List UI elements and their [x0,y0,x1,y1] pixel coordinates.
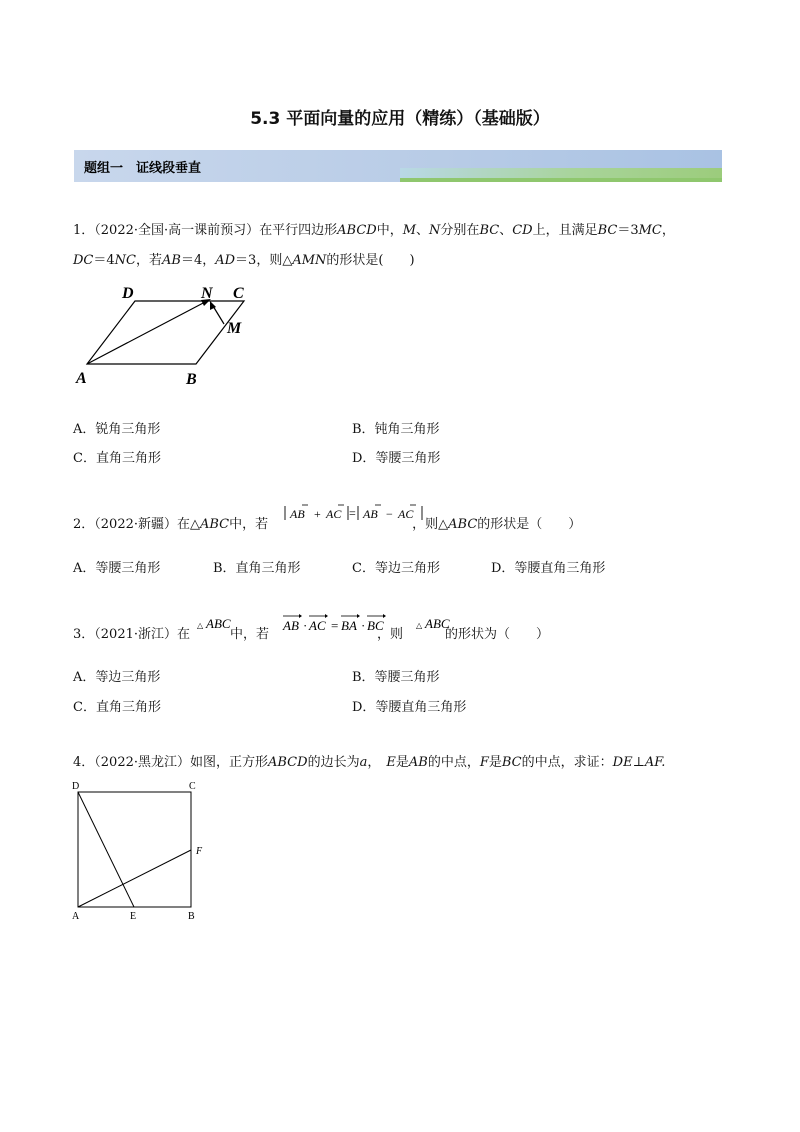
q3-triangle-abc-1 [196,612,238,634]
q2-vec-ab: AB [290,507,305,521]
label-d: D [72,781,80,792]
banner-decoration-line [400,178,722,182]
q2-text: 中，若 [229,517,269,532]
q1-text: 中， [376,223,403,238]
q1-text: CD [512,223,533,238]
vector-an [87,301,207,364]
label-b: B [186,371,197,388]
dot-sign: · [303,618,308,633]
q2-text: ABC [200,517,230,532]
q1-text: 分别在 [440,223,480,238]
q4-text: 的中点， [427,755,480,770]
q4-text: 的边长为 [307,755,360,770]
q4-text: BC [501,755,522,770]
section-banner [74,150,722,182]
label-b: B [188,911,195,922]
q3-option-d[interactable]: D．等腰直角三角形 [352,700,467,715]
q3-option-b[interactable]: B．等腰三角形 [352,670,440,685]
label-d: D [122,285,134,302]
q3-formula [281,610,391,636]
q4-text: AB [408,755,428,770]
q2-text: ，则△ [412,517,449,532]
label-m: M [227,320,242,337]
q4-text: F [479,755,489,770]
q2-text: ABC [448,517,478,532]
q1-text: 、 [416,223,430,238]
q3-triangle-abc-2 [415,612,459,634]
q3-vec-ba: BA [341,618,357,633]
q1-text: MC [638,223,662,238]
q1-text: AB [162,253,181,268]
q1-text: N [429,223,441,238]
question-1-line-2 [73,252,415,270]
q3-option-c[interactable]: C．直角三角形 [73,700,161,715]
q1-text: ，若 [135,253,162,268]
q2-number: 2． [73,517,95,532]
label-c: C [189,781,196,792]
question-1-line-1 [73,222,675,240]
q4-text: 是 [488,755,502,770]
triangle-symbol: △ [197,621,204,630]
plus-sign: + [314,507,321,521]
q2-formula [282,500,427,524]
q3-vec-bc: BC [367,618,384,633]
q1-number: 1． [73,223,95,238]
q1-text: DC [73,253,94,268]
label-e: E [130,911,137,922]
q4-square-figure [68,778,218,924]
q1-option-b[interactable]: B．钝角三角形 [352,422,440,437]
q2-text: （2022·新疆）在△ [94,517,200,532]
q1-text: BC [597,223,618,238]
label-c: C [233,285,244,302]
parallelogram-outline [87,301,244,364]
q4-text: ABCD [268,755,308,770]
q4-text: ， [367,755,381,770]
q3-text: （2021·浙江）在 [94,627,190,642]
q4-text: ⊥ [632,755,645,770]
page-title: 5.3 平面向量的应用（精练）（基础版） [250,109,550,129]
q3-text: 的形状为（ ） [445,627,550,642]
q2-vec-ac: AC [326,507,342,521]
question-4-line [73,754,665,772]
q3-option-a[interactable]: A．等边三角形 [73,670,161,685]
q3-vec-ab: AB [283,618,299,633]
q1-option-d[interactable]: D．等腰三角形 [352,451,441,466]
label-f: F [196,846,203,857]
q1-text: AMN [292,253,327,268]
q1-text: ＝3，则△ [235,253,293,268]
section-heading: 题组一 证线段垂直 [84,161,202,176]
q1-text: 的形状是( ) [326,253,415,268]
q1-text: ABCD [337,223,377,238]
q2-option-c[interactable]: C．等边三角形 [352,561,440,576]
q1-text: M [402,223,417,238]
segment-af [78,850,191,907]
q2-vec-ac-2: AC [398,507,414,521]
q2-vec-ab-2: AB [363,507,378,521]
q4-text: DE [612,755,633,770]
q1-text: ＝4， [180,253,216,268]
minus-sign: − [386,507,393,521]
q2-text: 的形状是（ ） [477,517,582,532]
q1-option-c[interactable]: C．直角三角形 [73,451,161,466]
q1-text: 、 [499,223,513,238]
q4-text: a [359,755,368,770]
q1-text: NC [114,253,136,268]
q1-text: ， [661,223,675,238]
q1-text: 上，且满足 [532,223,598,238]
q4-text: 是 [395,755,409,770]
q3-text: ，则 [377,627,404,642]
q3-vec-ac: AC [309,618,326,633]
q2-option-a[interactable]: A．等腰三角形 [73,561,161,576]
q1-text: ＝4 [93,253,115,268]
q4-number: 4． [73,755,95,770]
q4-text: AF. [644,755,666,770]
triangle-symbol: △ [416,621,423,630]
equals-sign: = [349,506,356,520]
dot-sign: · [361,618,366,633]
vector-mn [213,306,224,324]
equals-sign: = [331,618,339,633]
q1-text: AD [215,253,236,268]
q3-text: 中，若 [230,627,270,642]
q3-abc-label-2: ABC [425,616,450,631]
q2-option-d[interactable]: D．等腰直角三角形 [491,561,606,576]
label-a: A [72,911,80,922]
square-outline [78,792,191,907]
q4-text: E [386,755,396,770]
label-n: N [201,285,213,302]
q1-text: ＝3 [617,223,639,238]
segment-de [78,792,134,907]
q4-text: 的中点，求证： [521,755,613,770]
q1-option-a[interactable]: A．锐角三角形 [73,422,161,437]
label-a: A [76,370,87,387]
q2-option-b[interactable]: B．直角三角形 [213,561,301,576]
q1-text: BC [479,223,500,238]
q1-source: （2022·全国·高一课前预习）在平行四边形 [94,223,338,238]
q3-number: 3． [73,627,95,642]
q1-parallelogram-figure [70,280,260,390]
q3-abc-label: ABC [206,616,231,631]
q4-text: （2022·黑龙江）如图，正方形 [94,755,268,770]
